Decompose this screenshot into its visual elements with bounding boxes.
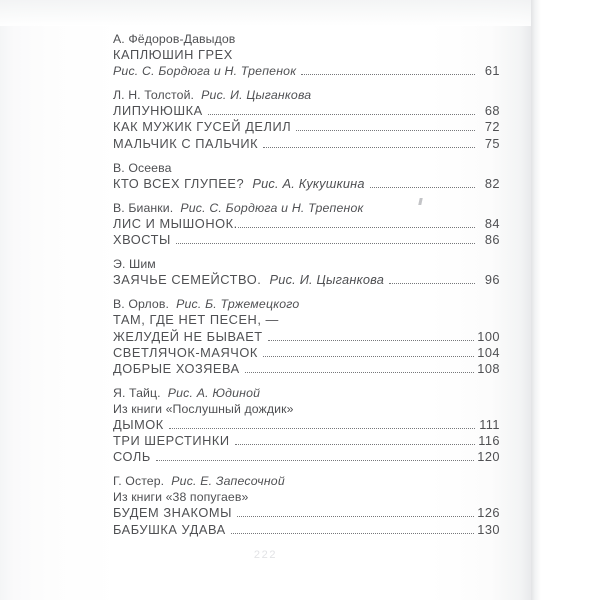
toc-author-line xyxy=(113,473,500,489)
toc-group xyxy=(113,87,500,151)
toc-entry[interactable] xyxy=(113,345,500,361)
toc-author-line xyxy=(113,385,500,401)
toc-author-name: В. Орлов. xyxy=(113,297,170,312)
toc-entry-title: ЗАЯЧЬЕ СЕМЕЙСТВО. xyxy=(113,272,262,288)
toc-illustrator-credit: Рис. И. Цыганкова xyxy=(269,272,385,288)
toc-author-name: Из книги «38 попугаев» xyxy=(113,490,249,505)
toc-page-number: 108 xyxy=(477,360,500,376)
toc-dot-leader xyxy=(268,340,475,341)
toc-illustrator-credit: Рис. Б. Тржемецкого xyxy=(176,297,300,312)
toc-dot-leader xyxy=(235,444,475,445)
paper-top-edge-shading xyxy=(0,0,531,26)
toc-page-number: 96 xyxy=(484,272,500,288)
toc-author-name: В. Осеева xyxy=(113,160,172,175)
toc-dot-leader xyxy=(245,372,475,373)
toc-entry-title: СОЛЬ xyxy=(113,449,151,465)
toc-dot-leader xyxy=(263,147,475,148)
toc-entry-title: БУДЕМ ЗНАКОМЫ xyxy=(113,505,232,521)
toc-author-line xyxy=(113,296,500,312)
toc-author-line xyxy=(113,489,500,505)
toc-author-name: Г. Остер. xyxy=(113,474,165,489)
toc-group xyxy=(113,160,500,192)
toc-dot-leader xyxy=(156,460,475,461)
toc-page-number: 82 xyxy=(484,175,500,191)
toc-page-number: 86 xyxy=(484,232,500,248)
toc-author-line xyxy=(113,401,500,417)
toc-group xyxy=(113,256,500,288)
toc-page-number: 116 xyxy=(478,433,500,449)
toc-author-name: А. Фёдоров-Давыдов xyxy=(113,32,236,46)
toc-dot-leader xyxy=(176,243,475,244)
toc-entry[interactable] xyxy=(113,433,500,449)
toc-entry-title: ЛИС И МЫШОНОК. xyxy=(113,215,238,231)
toc-dot-leader xyxy=(389,283,475,284)
toc-entry-title: ЛИПУНЮШКА xyxy=(113,103,203,119)
toc-group xyxy=(113,296,500,376)
toc-author-line xyxy=(113,256,500,272)
toc-entry[interactable] xyxy=(113,216,500,232)
toc-dot-leader xyxy=(231,533,475,534)
toc-entry-title: ТАМ, ГДЕ НЕТ ПЕСЕН, — xyxy=(113,312,279,328)
toc-entry[interactable] xyxy=(113,522,500,538)
toc-entry[interactable] xyxy=(113,136,500,152)
toc-entry[interactable] xyxy=(113,361,500,377)
toc-author-name: В. Бианки. xyxy=(113,200,174,215)
toc-dot-leader xyxy=(263,356,474,357)
toc-group xyxy=(113,473,500,537)
toc-author-line xyxy=(113,87,500,103)
toc-space xyxy=(261,272,269,288)
toc-entry[interactable] xyxy=(113,449,500,465)
toc-entry[interactable] xyxy=(113,272,500,288)
toc-author-line xyxy=(113,63,500,79)
toc-entry[interactable] xyxy=(113,232,500,248)
toc-entry[interactable] xyxy=(113,103,500,119)
toc-dot-leader xyxy=(301,74,475,75)
toc-page-number: 111 xyxy=(479,416,500,432)
page-folio-number: 222 xyxy=(253,549,278,561)
toc-entry-title: МАЛЬЧИК С ПАЛЬЧИК xyxy=(113,135,259,151)
toc-space xyxy=(173,200,180,216)
toc-entry-title: БАБУШКА УДАВА xyxy=(113,521,226,537)
toc-space xyxy=(244,176,252,192)
toc-group xyxy=(113,200,500,248)
toc-author-line xyxy=(113,31,500,47)
toc-group xyxy=(113,31,500,79)
paper-right-edge-shadow xyxy=(531,0,541,600)
toc-entry[interactable] xyxy=(113,505,500,521)
toc-dot-leader xyxy=(296,130,475,131)
table-of-contents xyxy=(113,31,500,538)
toc-entry[interactable] xyxy=(113,312,500,328)
toc-entry-title: ЖЕЛУДЕЙ НЕ БЫВАЕТ xyxy=(113,328,263,344)
toc-entry-title: КТО ВСЕХ ГЛУПЕЕ? xyxy=(113,175,245,191)
toc-author-name: Из книги «Послушный дождик» xyxy=(113,401,294,416)
toc-illustrator-credit: Рис. И. Цыганкова xyxy=(201,88,312,103)
toc-page-number: 72 xyxy=(484,119,500,135)
toc-page-number: 68 xyxy=(484,103,500,119)
toc-space xyxy=(161,385,168,401)
toc-dot-leader xyxy=(169,428,475,429)
toc-entry[interactable] xyxy=(113,119,500,135)
toc-space xyxy=(169,296,176,312)
toc-author-line xyxy=(113,200,500,216)
toc-entry-title: ХВОСТЫ xyxy=(113,232,171,248)
toc-author-line xyxy=(113,160,500,176)
toc-space xyxy=(194,87,201,103)
toc-author-name: Э. Шим xyxy=(113,257,156,272)
toc-illustrator-credit: Рис. С. Бордюга и Н. Трепенок xyxy=(113,64,297,79)
toc-dot-leader xyxy=(238,227,475,228)
toc-entry[interactable] xyxy=(113,176,500,192)
toc-illustrator-credit: Рис. А. Юдиной xyxy=(167,385,261,400)
toc-dot-leader xyxy=(370,187,475,188)
toc-entry-title: ДОБРЫЕ ХОЗЯЕВА xyxy=(113,360,240,376)
toc-page-number: 61 xyxy=(484,63,500,79)
toc-group xyxy=(113,385,500,465)
toc-page-number: 104 xyxy=(477,344,500,360)
toc-page-number: 130 xyxy=(477,521,500,537)
toc-entry-title: КАПЛЮШИН ГРЕХ xyxy=(113,47,233,63)
toc-author-name: Л. Н. Толстой. xyxy=(113,88,195,103)
toc-space xyxy=(164,473,171,489)
toc-page-number: 126 xyxy=(477,505,500,521)
toc-page-number: 120 xyxy=(477,449,500,465)
toc-page-number: 100 xyxy=(477,328,500,344)
toc-illustrator-credit: Рис. А. Кукушкина xyxy=(252,175,365,191)
toc-entry-title: СВЕТЛЯЧОК-МАЯЧОК xyxy=(113,344,258,360)
toc-entry[interactable] xyxy=(113,47,500,63)
toc-dot-leader xyxy=(208,114,475,115)
toc-entry[interactable] xyxy=(113,417,500,433)
toc-dot-leader xyxy=(237,516,474,517)
toc-entry-title: КАК МУЖИК ГУСЕЙ ДЕЛИЛ xyxy=(113,119,292,135)
toc-entry-title: ДЫМОК xyxy=(113,416,164,432)
toc-author-name: Я. Тайц. xyxy=(113,385,161,400)
toc-illustrator-credit: Рис. С. Бордюга и Н. Трепенок xyxy=(180,200,364,215)
toc-illustrator-credit: Рис. Е. Запесочной xyxy=(171,474,285,489)
toc-entry[interactable] xyxy=(113,329,500,345)
toc-page-number: 84 xyxy=(484,215,500,231)
toc-page-number: 75 xyxy=(484,135,500,151)
toc-entry-title: ТРИ ШЕРСТИНКИ xyxy=(113,433,230,449)
